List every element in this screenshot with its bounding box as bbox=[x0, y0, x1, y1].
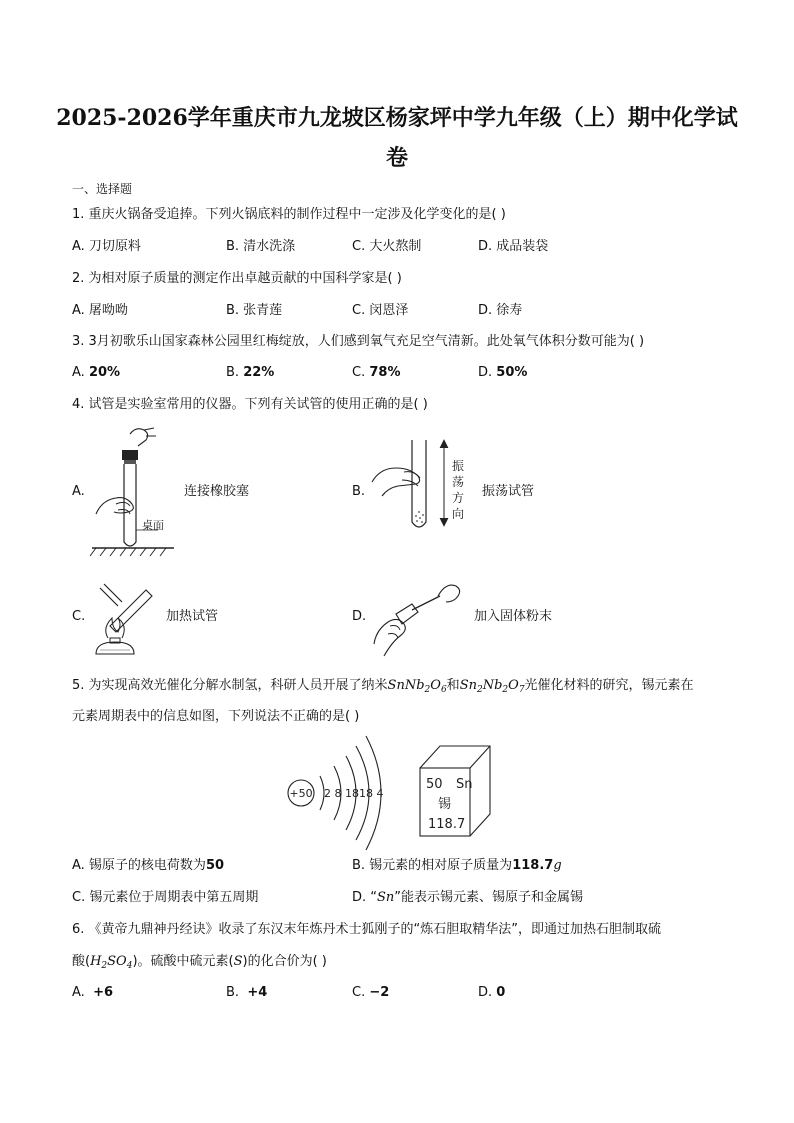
q4-option-b-text: 振荡试管 bbox=[482, 484, 535, 499]
q3-option-c: C. 78% bbox=[352, 365, 401, 380]
q3-option-a: A. 20% bbox=[72, 365, 121, 380]
page-title-continued: 卷 bbox=[385, 145, 408, 171]
q4-a-figure-label: 桌面 bbox=[142, 519, 164, 532]
question-5-stem: 5. 为实现高效光催化分解水制氢，科研人员开展了纳米$SnNb_2O_6$和$Sn_2Nb_2O_7$光催化材料的研究，锡元素在 bbox=[72, 678, 694, 695]
atomic-mass: 118.7 bbox=[428, 817, 466, 832]
tin-atom-structure-diagram bbox=[284, 732, 404, 856]
q2-option-c: C. 闵恩泽 bbox=[352, 303, 409, 318]
q2-option-b: B. 张青莲 bbox=[226, 303, 283, 318]
q1-option-a: A. 刀切原料 bbox=[72, 239, 141, 254]
q4-b-figure-label-3: 方 bbox=[452, 491, 465, 505]
q4-option-d-label: D. bbox=[352, 609, 367, 624]
q3-option-d: D. 50% bbox=[478, 365, 528, 380]
q4-b-figure-label-1: 振 bbox=[452, 459, 465, 473]
atomic-number: 50 bbox=[426, 777, 443, 792]
q5-option-b: B. 锡元素的相对原子质量为118.7g bbox=[352, 858, 562, 873]
q4-b-figure-label-2: 荡 bbox=[452, 475, 465, 489]
q4-figure-d bbox=[368, 574, 468, 664]
question-1-stem: 1. 重庆火锅备受追捧。下列火锅底料的制作过程中一定涉及化学变化的是( ) bbox=[72, 207, 506, 222]
q6-option-a: A. +6 bbox=[72, 985, 114, 1000]
electron-shells: 2 8 1818 4 bbox=[324, 787, 384, 800]
q5-option-c: C. 锡元素位于周期表中第五周期 bbox=[72, 890, 259, 905]
q2-option-d: D. 徐寿 bbox=[478, 303, 523, 318]
q5-option-d: D. “Sn”能表示锡元素、锡原子和金属锡 bbox=[352, 890, 584, 905]
formula-h2so4: $H_2SO_4$ bbox=[90, 954, 133, 971]
q4-b-figure-label-4: 向 bbox=[452, 507, 465, 521]
question-3-stem: 3. 3月初歌乐山国家森林公园里红梅绽放，人们感到氧气充足空气清新。此处氧气体积分数可能为( ) bbox=[72, 334, 645, 349]
tin-periodic-table-cell bbox=[414, 740, 494, 840]
q4-option-a-text: 连接橡胶塞 bbox=[184, 484, 250, 499]
q4-option-b-label: B. bbox=[352, 484, 366, 499]
question-5-stem-line2: 元素周期表中的信息如图，下列说法不正确的是( ) bbox=[72, 709, 360, 724]
q5-option-a: A. 锡原子的核电荷数为50 bbox=[72, 858, 225, 873]
q6-option-d: D. 0 bbox=[478, 985, 506, 1000]
formula-1: $SnNb_2O_6$ bbox=[387, 678, 447, 695]
q4-option-a-label: A. bbox=[72, 484, 85, 499]
question-6-stem-line2: 酸$(H_2SO_4)$。硫酸中硫元素(S)的化合价为( ) bbox=[72, 954, 327, 971]
q4-option-c-label: C. bbox=[72, 609, 86, 624]
q4-figure-b bbox=[368, 430, 468, 536]
nucleus-charge: +50 bbox=[289, 787, 313, 800]
q3-option-b: B. 22% bbox=[226, 365, 275, 380]
q1-option-b: B. 清水洗涤 bbox=[226, 239, 296, 254]
q2-option-a: A. 屠呦呦 bbox=[72, 303, 128, 318]
page-title: 2025-2026学年重庆市九龙坡区杨家坪中学九年级（上）期中化学试 bbox=[56, 105, 738, 131]
section-heading: 一、选择题 bbox=[72, 182, 133, 196]
q1-option-d: D. 成品装袋 bbox=[478, 239, 549, 254]
q4-figure-a bbox=[88, 424, 184, 560]
formula-2: $Sn_2Nb_2O_7$ bbox=[459, 678, 525, 695]
question-6-stem: 6. 《黄帝九鼎神丹经诀》收录了东汉末年炼丹术士狐刚子的“炼石胆取精华法”，即通过加热石胆制取硫 bbox=[72, 922, 662, 937]
q6-option-b: B. +4 bbox=[226, 985, 268, 1000]
question-2-stem: 2. 为相对原子质量的测定作出卓越贡献的中国科学家是( ) bbox=[72, 271, 402, 286]
element-name: 锡 bbox=[438, 797, 452, 812]
q4-figure-c bbox=[88, 576, 164, 660]
q1-option-c: C. 大火熬制 bbox=[352, 239, 422, 254]
q4-option-c-text: 加热试管 bbox=[166, 609, 219, 624]
q4-option-d-text: 加入固体粉末 bbox=[474, 609, 553, 624]
element-symbol: Sn bbox=[456, 777, 473, 792]
q6-option-c: C. −2 bbox=[352, 985, 390, 1000]
question-4-stem: 4. 试管是实验室常用的仪器。下列有关试管的使用正确的是( ) bbox=[72, 397, 428, 412]
